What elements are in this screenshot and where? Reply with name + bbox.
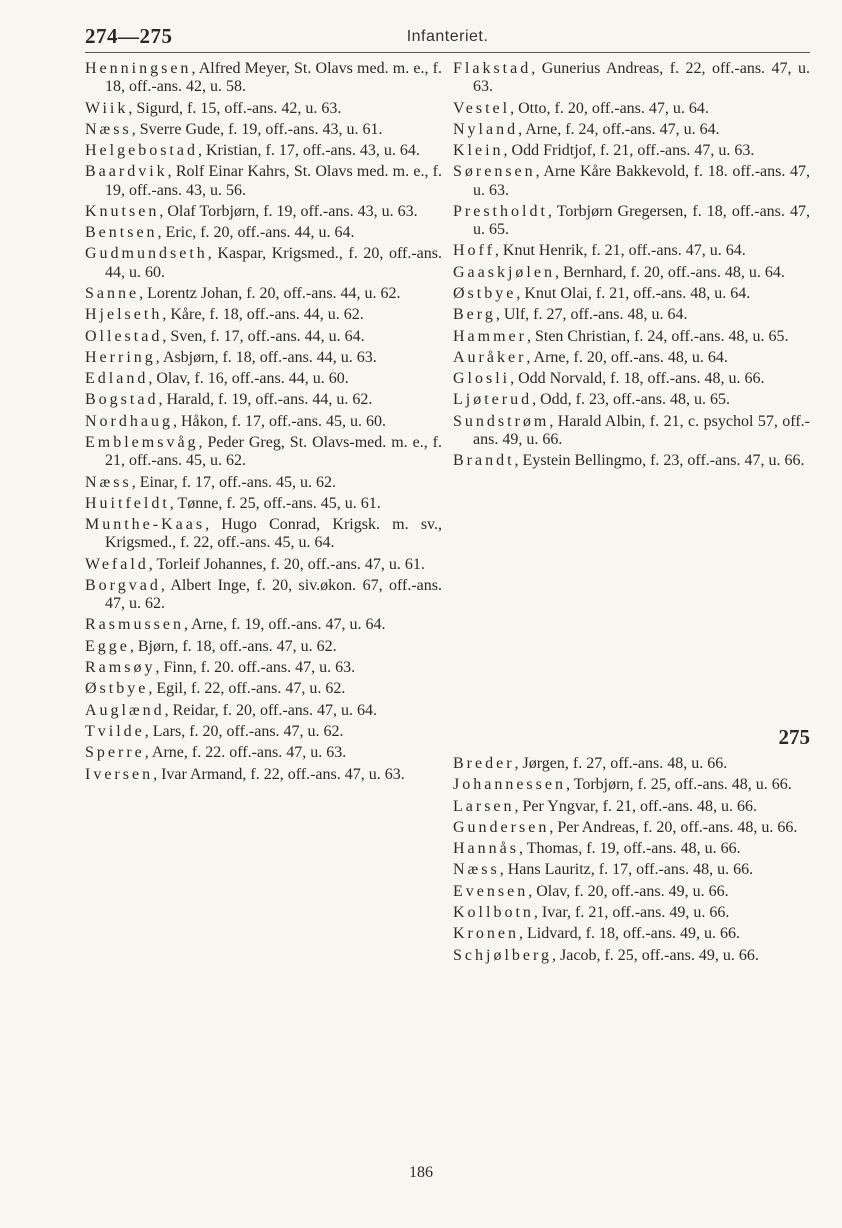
entry-details: , Sven, f. 17, off.-ans. 44, u. 64. (162, 327, 365, 345)
entry-surname: Sperre (85, 744, 145, 762)
entry-surname: Brandt (453, 452, 515, 470)
entry-surname: Tvilde (85, 722, 145, 740)
entry-surname: Gundersen (453, 818, 550, 836)
entry-details: , Hugo Conrad, Krigsk. m. sv., Krigsmed., f. 22, off.-ans. 45, u. 64. (105, 516, 442, 552)
entry-surname: Klein (453, 142, 504, 160)
register-entry (85, 391, 442, 409)
entry-surname: Nordhaug (85, 412, 173, 430)
register-entry (85, 413, 442, 431)
entry-details: , Jørgen, f. 27, off.-ans. 48, u. 66. (514, 755, 728, 772)
entry-surname: Edland (85, 370, 149, 388)
register-entry (453, 452, 810, 470)
entry-details: , Harald, f. 19, off.-ans. 44, u. 62. (158, 391, 373, 409)
entry-details: , Einar, f. 17, off.-ans. 45, u. 62. (131, 473, 337, 491)
entry-surname: Kollbotn (453, 904, 534, 922)
entry-surname: Wefald (85, 555, 149, 573)
entry-surname: Hjelseth (85, 306, 163, 324)
entry-details: , Lidvard, f. 18, off.-ans. 49, u. 66. (518, 925, 740, 943)
entry-details: , Lars, f. 20, off.-ans. 47, u. 62. (144, 722, 344, 740)
register-entry (85, 224, 442, 242)
entry-details: , Kaspar, Krigsmed., f. 20, off.-ans. 44, u. 60. (105, 245, 442, 281)
entry-surname: Bogstad (85, 391, 159, 409)
register-entry (85, 121, 442, 139)
register-entry (85, 142, 442, 160)
entry-surname: Iversen (85, 765, 154, 783)
entry-surname: Næss (85, 120, 132, 138)
entry-details: , Tønne, f. 25, off.-ans. 45, u. 61. (169, 494, 381, 512)
entry-surname: Baardvik (85, 163, 168, 181)
entry-surname: Egge (85, 637, 130, 655)
entry-details: , Torbjørn Gregersen, f. 18, off.-ans. 47, u. 65. (473, 202, 810, 239)
entry-surname: Vestel (453, 99, 511, 117)
register-entry (85, 163, 442, 199)
entry-details: , Ulf, f. 27, off.-ans. 48, u. 64. (495, 306, 688, 324)
register-entry (85, 702, 442, 720)
entry-surname: Flakstad (453, 60, 532, 77)
entry-details: , Finn, f. 20. off.-ans. 47, u. 63. (155, 659, 356, 677)
register-entry (453, 391, 810, 409)
register-entry (85, 370, 442, 388)
register-entry (453, 203, 810, 239)
entry-details: , Torbjørn, f. 25, off.-ans. 48, u. 66. (565, 776, 792, 794)
entry-surname: Hannås (453, 840, 519, 858)
register-entry (453, 925, 810, 943)
register-entry (453, 947, 810, 965)
entry-surname: Gaaskjølen (453, 263, 555, 281)
register-entry (85, 60, 442, 96)
register-entry (85, 306, 442, 324)
register-entry (453, 883, 810, 901)
entry-details: , Eystein Bellingmo, f. 23, off.-ans. 47, u. 66. (514, 452, 805, 470)
register-entry (85, 638, 442, 656)
register-entry (85, 100, 442, 118)
entry-details: , Reidar, f. 20, off.-ans. 47, u. 64. (164, 701, 378, 719)
entry-details: , Gunerius Andreas, f. 22, off.-ans. 47, u. 63. (473, 60, 810, 96)
entry-surname: Østbye (453, 284, 517, 302)
entry-surname: Næss (85, 473, 132, 491)
entry-details: , Hans Lauritz, f. 17, off.-ans. 48, u. 66. (499, 861, 754, 879)
entry-details: , Arne, f. 19, off.-ans. 47, u. 64. (184, 616, 386, 634)
entry-surname: Henningsen (85, 60, 192, 77)
entry-details: , Arne Kåre Bakkevold, f. 18. off.-ans. 47, u. 63. (473, 163, 810, 199)
entry-surname: Prestholdt (453, 202, 548, 220)
subhead-page-number: 275 (778, 725, 810, 749)
register-entry (453, 60, 810, 96)
entry-details: , Otto, f. 20, off.-ans. 47, u. 64. (510, 99, 709, 117)
entry-details: , Ivar Armand, f. 22, off.-ans. 47, u. 63. (153, 765, 405, 783)
entry-details: , Peder Greg, St. Olavs-med. m. e., f. 21, off.-ans. 45, u. 62. (105, 434, 442, 470)
entry-surname: Kronen (453, 925, 519, 943)
entry-details: , Olav, f. 20, off.-ans. 49, u. 66. (528, 882, 729, 900)
entry-surname: Johannessen (453, 776, 566, 794)
entry-surname: Auglænd (85, 701, 165, 719)
register-entry (85, 616, 442, 634)
entry-details: , Bernhard, f. 20, off.-ans. 48, u. 64. (554, 263, 785, 281)
register-entry (453, 370, 810, 388)
right-column-bottom (453, 755, 810, 968)
entry-details: , Arne, f. 22. off.-ans. 47, u. 63. (144, 744, 347, 762)
register-entry (85, 349, 442, 367)
entry-surname: Knutsen (85, 202, 160, 220)
entry-surname: Næss (453, 861, 500, 879)
section-title: Infanteriet. (406, 28, 489, 45)
register-entry (453, 100, 810, 118)
entry-details: , Jacob, f. 25, off.-ans. 49, u. 66. (552, 946, 759, 964)
entry-details: , Sten Christian, f. 24, off.-ans. 48, u. 65. (526, 327, 789, 345)
entry-details: , Arne, f. 24, off.-ans. 47, u. 64. (518, 120, 720, 138)
register-entry (453, 306, 810, 324)
entry-surname: Sørensen (453, 163, 536, 181)
entry-details: , Håkon, f. 17, off.-ans. 45, u. 60. (172, 412, 386, 430)
entry-details: , Arne, f. 20, off.-ans. 48, u. 64. (526, 348, 728, 366)
register-entry (85, 556, 442, 574)
entry-surname: Gudmundseth (85, 245, 208, 263)
register-entry (453, 349, 810, 367)
register-entry (453, 819, 810, 837)
register-entry (85, 495, 442, 513)
entry-details: , Odd Fridtjof, f. 21, off.-ans. 47, u. 63. (503, 142, 755, 160)
entry-details: , Asbjørn, f. 18, off.-ans. 44, u. 63. (155, 348, 377, 366)
entry-details: , Bjørn, f. 18, off.-ans. 47, u. 62. (129, 637, 337, 655)
entry-surname: Nyland (453, 120, 519, 138)
entry-surname: Ollestad (85, 327, 163, 345)
entry-surname: Wiik (85, 99, 129, 117)
entry-surname: Larsen (453, 797, 515, 815)
register-entry (85, 203, 442, 221)
register-entry (85, 328, 442, 346)
entry-details: , Harald Albin, f. 21, c. psychol 57, off.-ans. 49, u. 66. (473, 412, 810, 448)
page-range: 274—275 (85, 24, 173, 48)
entry-details: , Torleif Johannes, f. 20, off.-ans. 47, u. 61. (148, 555, 425, 573)
register-entry (85, 659, 442, 677)
entry-surname: Auråker (453, 348, 527, 366)
entry-details: , Olaf Torbjørn, f. 19, off.-ans. 43, u. 63. (159, 202, 418, 220)
entry-surname: Bentsen (85, 224, 158, 242)
register-entry (453, 861, 810, 879)
register-entry (85, 434, 442, 470)
register-entry (85, 680, 442, 698)
entry-details: , Kristian, f. 17, off.-ans. 43, u. 64. (197, 142, 420, 160)
entry-surname: Ljøterud (453, 391, 533, 409)
register-entry (453, 142, 810, 160)
register-entry (453, 163, 810, 199)
register-entry (453, 755, 810, 773)
register-entry (453, 776, 810, 794)
entry-details: , Per Yngvar, f. 21, off.-ans. 48, u. 66. (514, 797, 757, 815)
entry-surname: Rasmussen (85, 616, 184, 634)
register-entry (85, 516, 442, 552)
register-entry (453, 264, 810, 282)
register-entry (85, 744, 442, 762)
entry-details: , Knut Olai, f. 21, off.-ans. 48, u. 64. (516, 284, 751, 302)
entry-surname: Evensen (453, 882, 529, 900)
entry-details: , Alfred Meyer, St. Olavs med. m. e., f. 18, off.-ans. 42, u. 58. (105, 60, 442, 96)
entry-surname: Hammer (453, 327, 527, 345)
entry-surname: Borgvad (85, 576, 161, 594)
register-entry (85, 245, 442, 281)
header-rule (85, 52, 810, 53)
entry-surname: Herring (85, 348, 156, 366)
entry-details: , Eric, f. 20, off.-ans. 44, u. 64. (157, 224, 355, 242)
entry-details: , Kåre, f. 18, off.-ans. 44, u. 62. (162, 306, 364, 324)
entry-details: , Odd, f. 23, off.-ans. 48, u. 65. (532, 391, 730, 409)
register-entry (85, 723, 442, 741)
page-header (85, 24, 810, 54)
register-entry (453, 242, 810, 260)
entry-details: , Knut Henrik, f. 21, off.-ans. 47, u. 64. (494, 242, 746, 260)
register-entry (85, 577, 442, 613)
register-entry (453, 840, 810, 858)
entry-details: , Olav, f. 16, off.-ans. 44, u. 60. (148, 370, 349, 388)
entry-surname: Ramsøy (85, 659, 156, 677)
entry-details: , Lorentz Johan, f. 20, off.-ans. 44, u. 62. (139, 284, 401, 302)
entry-details: , Albert Inge, f. 20, siv.økon. 67, off.-ans. 47, u. 62. (105, 576, 442, 613)
entry-surname: Emblemsvåg (85, 434, 199, 452)
register-entry (453, 121, 810, 139)
entry-surname: Huitfeldt (85, 494, 170, 512)
register-entry (453, 328, 810, 346)
entry-surname: Hoff (453, 242, 495, 260)
register-entry (85, 766, 442, 784)
entry-surname: Schjølberg (453, 946, 553, 964)
entry-details: , Odd Norvald, f. 18, off.-ans. 48, u. 66. (510, 370, 765, 388)
right-column-top (453, 60, 810, 474)
register-entry (453, 285, 810, 303)
register-entry (453, 413, 810, 449)
entry-details: , Sverre Gude, f. 19, off.-ans. 43, u. 61. (131, 120, 383, 138)
register-entry (85, 285, 442, 303)
register-entry (453, 904, 810, 922)
entry-details: , Egil, f. 22, off.-ans. 47, u. 62. (148, 680, 346, 698)
register-entry (85, 474, 442, 492)
entry-surname: Berg (453, 306, 496, 324)
entry-details: , Ivar, f. 21, off.-ans. 49, u. 66. (533, 904, 730, 922)
entry-surname: Glosli (453, 370, 511, 388)
entry-details: , Per Andreas, f. 20, off.-ans. 48, u. 66. (549, 818, 798, 836)
entry-details: , Sigurd, f. 15, off.-ans. 42, u. 63. (128, 99, 342, 117)
entry-surname: Sundstrøm (453, 412, 550, 430)
footer-page-number: 186 (409, 1164, 433, 1181)
left-column (85, 60, 442, 787)
entry-details: , Thomas, f. 19, off.-ans. 48, u. 66. (518, 840, 741, 858)
entry-surname: Helgebostad (85, 142, 198, 160)
entry-surname: Østbye (85, 680, 149, 698)
register-entry (453, 798, 810, 816)
entry-surname: Sanne (85, 284, 140, 302)
entry-surname: Munthe-Kaas (85, 516, 206, 534)
entry-surname: Breder (453, 755, 515, 772)
entry-details: , Rolf Einar Kahrs, St. Olavs med. m. e., f. 19, off.-ans. 43, u. 56. (105, 163, 442, 199)
